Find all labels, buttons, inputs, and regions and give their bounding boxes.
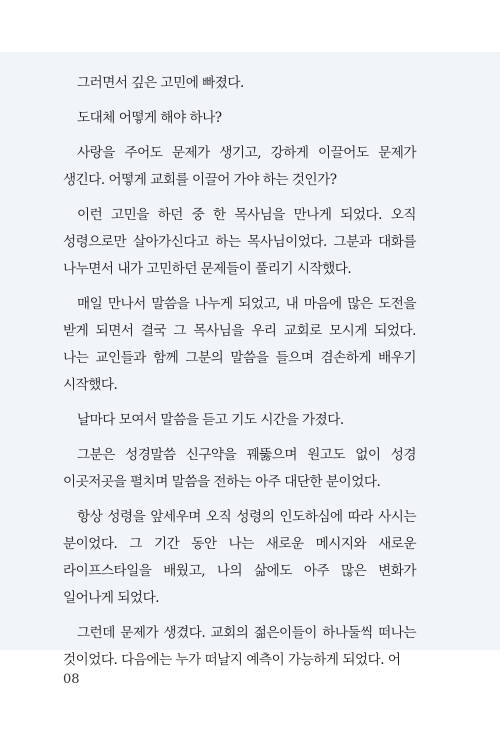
paragraph-4: 이런 고민을 하던 중 한 목사님을 만나게 되었다. 오직 성령으로만 살아가신다고 하는 목사님이었다. 그분과 대화를 나누면서 내가 고민하던 문제들이 풀리기 시작했다.	[63, 207, 416, 277]
paragraph-2: 도대체 어떻게 해야 하나?	[77, 110, 222, 126]
paragraph-1: 그러면서 깊은 고민에 빠졌다.	[77, 75, 244, 91]
paragraph-8: 항상 성령을 앞세우며 오직 성령의 인도하심에 따라 사시는 분이었다. 그 기간 동안 나는 새로운 메시지와 새로운 라이프스타일을 배웠고, 나의 삶에도 아주 많은 변화가 일어나게 되었다.	[63, 509, 416, 606]
paragraph-9: 그런데 문제가 생겼다. 교회의 젊은이들이 하나둘씩 떠나는 것이었다. 다음에는 누가 떠날지 예측이 가능하게 되었다. 어	[63, 625, 416, 668]
body-text	[63, 70, 416, 674]
paragraph-7: 그분은 성경말씀 신구약을 꿰뚫으며 원고도 없이 성경 이곳저곳을 펼치며 말씀을 전하는 아주 대단한 분이었다.	[63, 447, 416, 490]
paragraph-6: 날마다 모여서 말씀을 듣고 기도 시간을 가졌다.	[77, 412, 344, 428]
page-number: 08	[63, 672, 80, 687]
paragraph-5: 매일 만나서 말씀을 나누게 되었고, 내 마음에 많은 도전을 받게 되면서 결국 그 목사님을 우리 교회로 모시게 되었다. 나는 교인들과 함께 그분의 말씀을 들으며 겸손하게 배우기 시작했다.	[63, 296, 416, 393]
paragraph-3: 사랑을 주어도 문제가 생기고, 강하게 이끌어도 문제가 생긴다. 어떻게 교회를 이끌어 가야 하는 것인가?	[63, 145, 416, 188]
